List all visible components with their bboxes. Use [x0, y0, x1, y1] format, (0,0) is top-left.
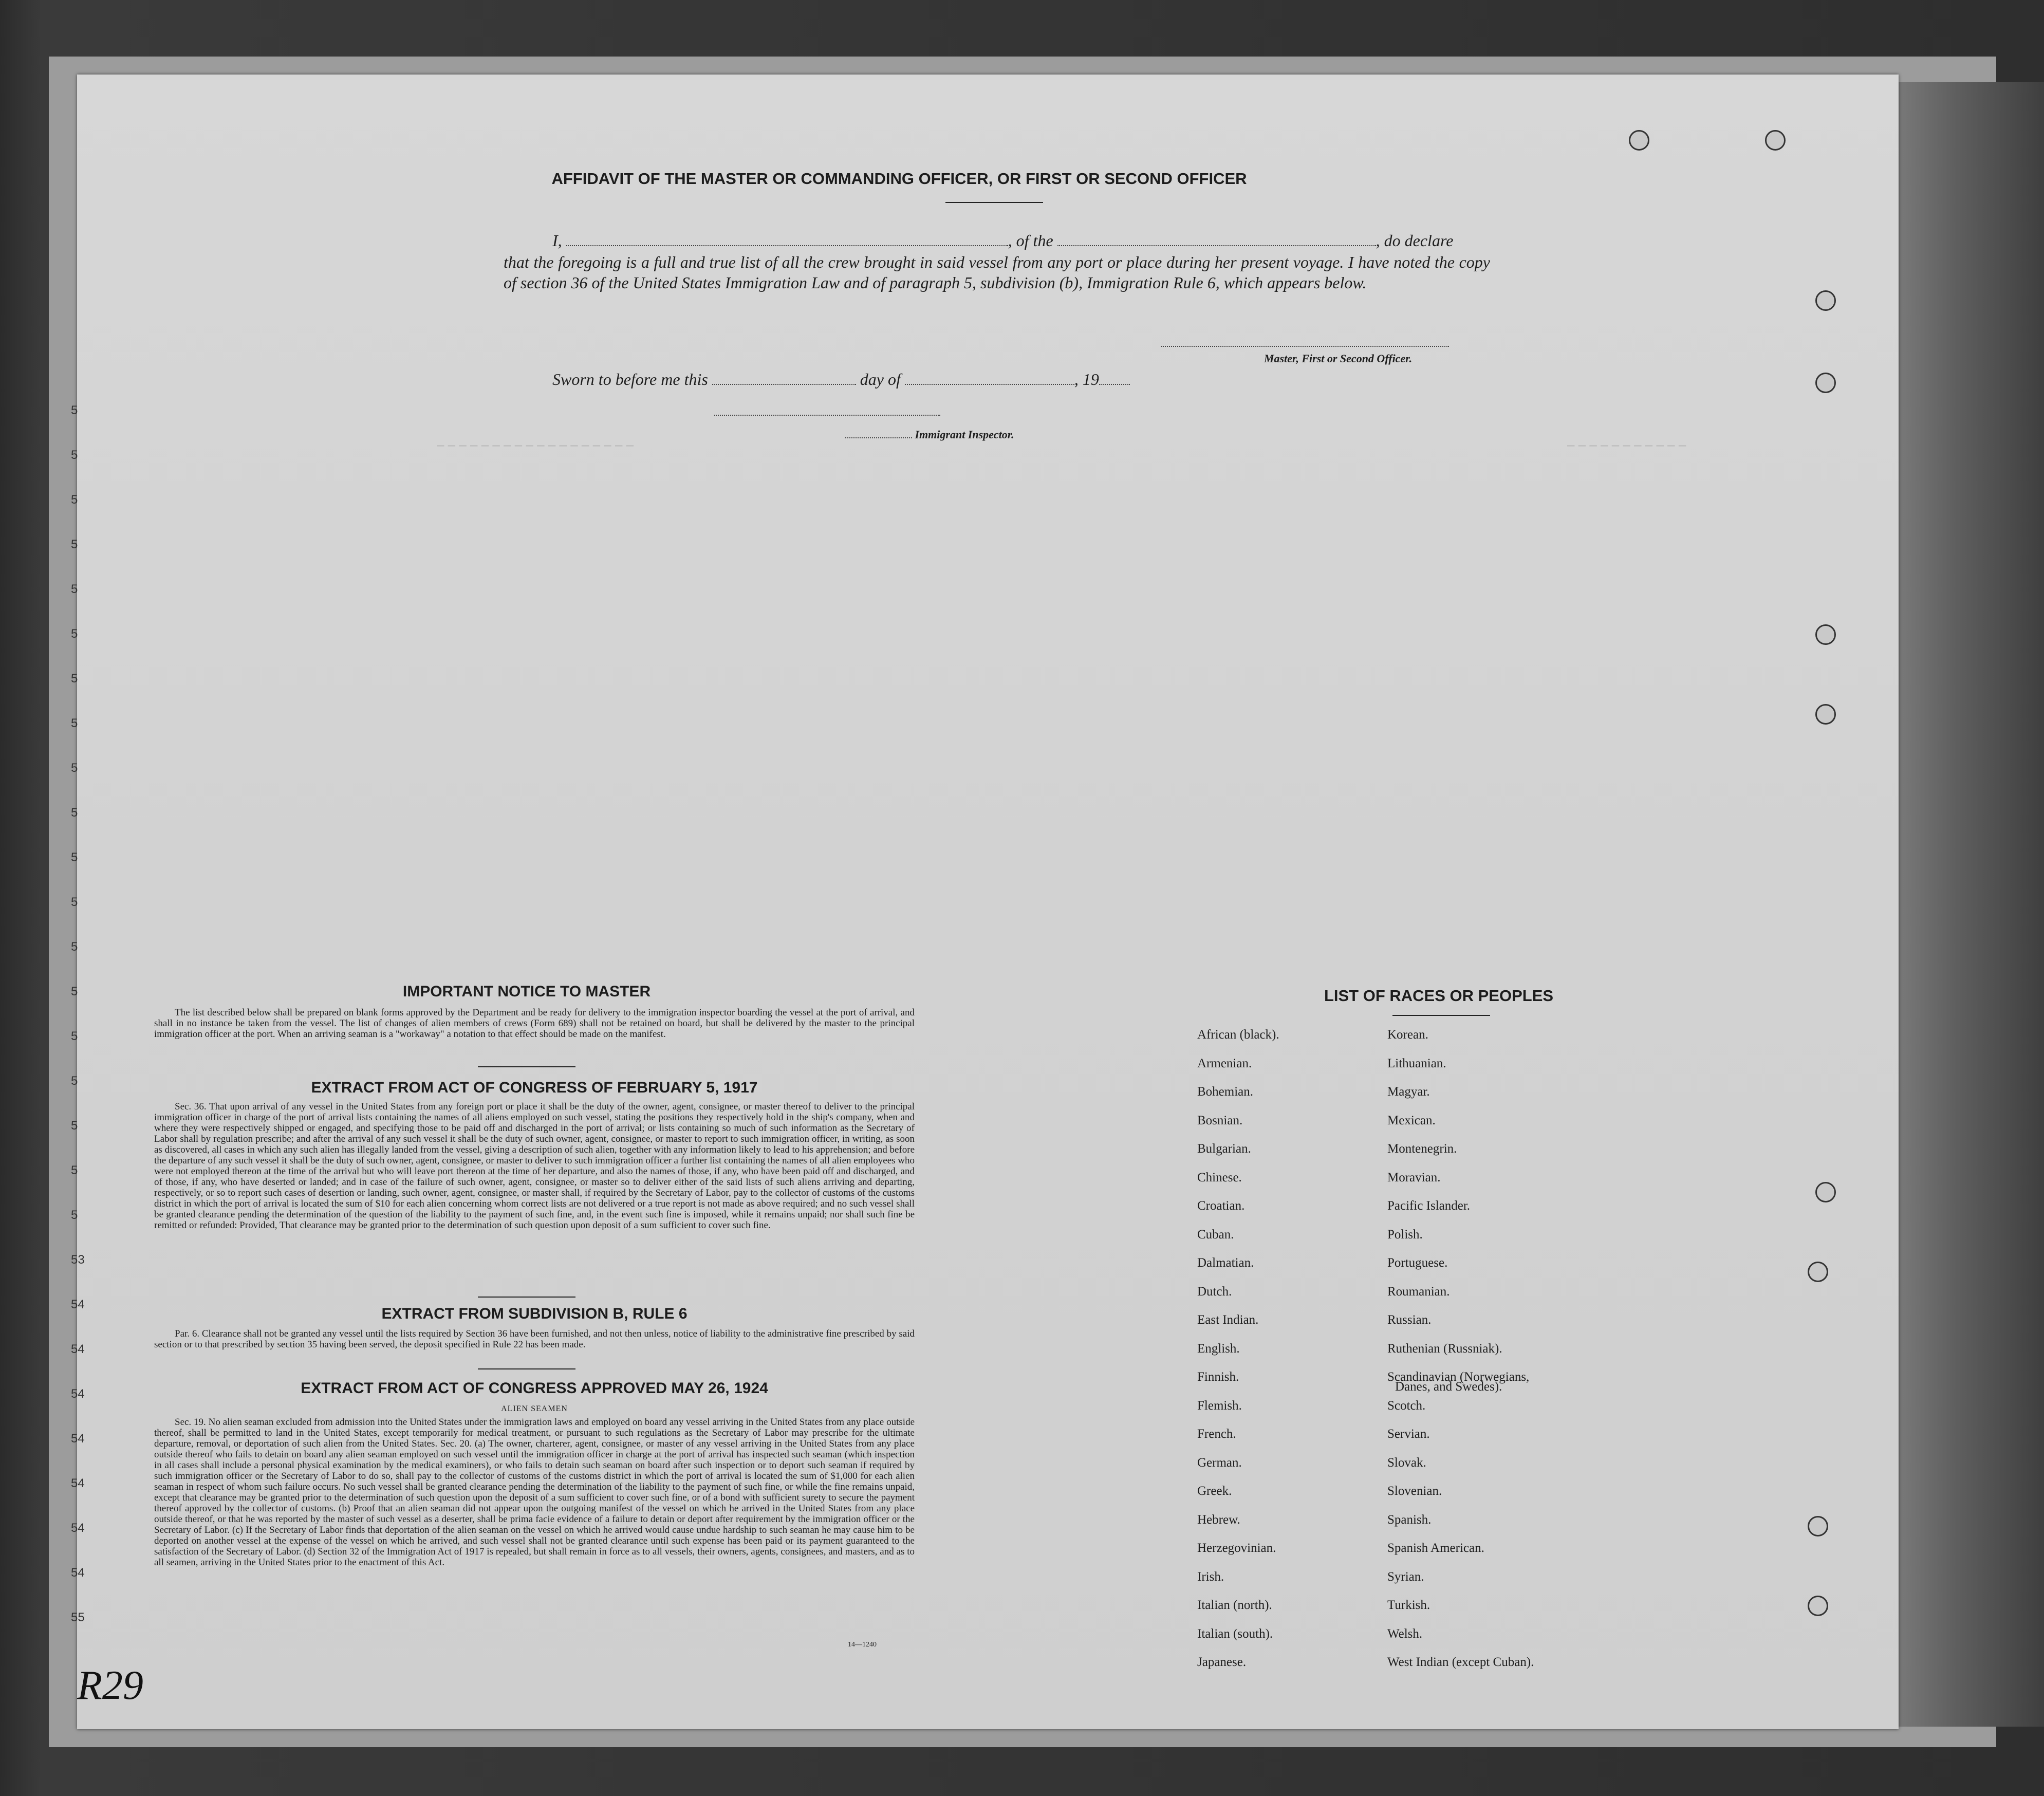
margin-number: 5	[71, 627, 78, 641]
race-item: English.	[1197, 1341, 1240, 1356]
margin-number: 54	[71, 1432, 85, 1446]
races-title-rule	[1392, 1015, 1490, 1016]
margin-number: 5	[71, 1163, 78, 1177]
margin-number: 5	[71, 582, 78, 596]
margin-number: 5	[71, 448, 78, 462]
margin-number: 54	[71, 1298, 85, 1311]
name-field	[566, 245, 1008, 246]
race-item: Roumanian.	[1387, 1284, 1450, 1299]
affidavit-title: AFFIDAVIT OF THE MASTER OR COMMANDING OFFICER, OR FIRST OR SECOND OFFICER	[551, 170, 1247, 188]
sworn-month-field	[905, 384, 1074, 385]
affidavit-body: that the foregoing is a full and true list of all the crew brought in said vessel from any port or place during her present voyage. I have noted the copy of section 36 of the United States Immigration Law and of paragraph 5, subdivision (b), Immigration Rule 6, which appears below.	[504, 253, 1490, 292]
signature-label: Master, First or Second Officer.	[1264, 352, 1413, 365]
margin-number: 5	[71, 895, 78, 909]
race-item: Dutch.	[1197, 1284, 1232, 1299]
margin-number: 5	[71, 940, 78, 954]
notice-text: The list described below shall be prepared on blank forms approved by the Department and be ready for delivery to the immigration inspector boarding the vessel at the port of arrival, and shall in no instance be taken from the vessel. The list of changes of alien members of crews (Form 689) shall not be retained on board, but shall be delivered by the master to the principal immigration officer at the port. When an arriving seaman is a "workaway" a notation to that effect should be made on the manifest.	[154, 1007, 915, 1040]
race-item: Croatian.	[1197, 1199, 1245, 1213]
race-item: Greek.	[1197, 1484, 1232, 1498]
race-item: French.	[1197, 1427, 1236, 1441]
vessel-field	[1057, 245, 1376, 246]
race-item: Spanish.	[1387, 1512, 1432, 1527]
affidavit-declare: , do declare	[1376, 231, 1454, 250]
affidavit-line-1	[552, 231, 1453, 250]
affidavit-i: I,	[552, 231, 562, 250]
race-item: Italian (north).	[1197, 1598, 1272, 1612]
margin-number: 5	[71, 985, 78, 998]
binder-hole	[1808, 1596, 1828, 1616]
sworn-day-field	[712, 384, 856, 385]
race-item: Bosnian.	[1197, 1113, 1243, 1127]
margin-number: 54	[71, 1566, 85, 1580]
extract-rule6-title: EXTRACT FROM SUBDIVISION B, RULE 6	[381, 1305, 687, 1322]
race-item: Scandinavian (Norwegians,	[1387, 1370, 1530, 1384]
inspector-dots	[845, 437, 912, 438]
race-item: German.	[1197, 1455, 1242, 1470]
margin-number: 54	[71, 1387, 85, 1401]
notice-title: IMPORTANT NOTICE TO MASTER	[402, 983, 651, 1000]
margin-number: 54	[71, 1476, 85, 1490]
binder-hole	[1815, 290, 1836, 311]
margin-number: 5	[71, 538, 78, 551]
inspector-label: Immigrant Inspector.	[915, 428, 1014, 441]
margin-number: 5	[71, 403, 78, 417]
race-item: Russian.	[1387, 1313, 1432, 1327]
sworn-line	[552, 370, 1130, 389]
affidavit-title-rule	[945, 202, 1043, 203]
margin-number: 5	[71, 493, 78, 507]
race-item: Hebrew.	[1197, 1512, 1240, 1527]
race-item: Magyar.	[1387, 1085, 1430, 1099]
document-page: ‒ ‒ ‒ ‒ ‒ ‒ ‒ ‒ ‒ ‒ ‒ ‒ ‒ ‒ ‒ ‒ ‒ ‒ ‒ ‒ ‒ ‒ ‒ ‒ ‒ ‒ ‒ ‒ ‒ 5 5 5 5 5 5 5 5 5 5 5 5 5 5 5 5 5 5 5 53 54 54 54 54 54 54 54 55 AFFIDAVIT OF THE MASTER OR COMMANDING OFFICER, OR FIRST OR SECOND OFFICER I, , of the , do declare that the foregoing is a full and true list of all the crew brought in said vessel from any port or place during her present voyage. I have noted the copy of section 36 of the United States Immigration Law and of paragraph 5, subdivision (b), Immigration Rule 6, which appears below. Master, First or Second Officer. Sworn to before me this day of , 19 Immigrant Inspector. IMPORTANT NOTICE TO MASTER The list described below shall be prepared on blank forms approved by the Department and be ready for delivery to the immigration inspector boarding the vessel at the port of arrival, and shall in no instance be taken from the vessel. The list of changes of alien members of crews (Form 689) shall not be retained on board, but shall be delivered by the master to the principal immigration officer at the port. When an arriving seaman is a "workaway" a notation to that effect should be made on the manifest. EXTRACT FROM ACT OF CONGRESS OF FEBRUARY 5, 1917 Sec. 36. That upon arrival of any vessel in the United States from any foreign port or place it shall be the duty of the owner, agent, consignee, or master thereof to deliver to the principal immigration officer in charge of the port of arrival lists containing the names of all aliens employed on such vessel, stating the positions they respectively hold in the ship's company, when and where they were respectively shipped or engaged, and specifying those to be paid off and discharged in the port of arrival; or lists containing so much of such information as the Secretary of Labor shall by regulation prescribe; and after the arrival of any such vessel it shall be the duty of such owner, agent, consignee, or master to report to such immigration officer, in writing, as soon as discovered, all cases in which any such alien has illegally landed from the vessel, giving a description of such alien, together with any information likely to lead to his apprehension; and before the departure of any such vessel it shall be the duty of such owner, agent, consignee, or master to deliver to such immigration officer a further list containing the names of all alien employees who were not employed thereon at the time of the arrival but who will leave port thereon at the time of her departure, and also the names of those, if any, who have been paid off and discharged, and of those, if any, who have deserted or landed; and in case of the failure of such owner, agent, consignee, or master so to deliver either of the said lists of such aliens arriving and departing, respectively, or so to report such cases of desertion or landing, such owner, agent, consignee, or master shall, if required by the Secretary of Labor, pay to the collector of customs of the customs district in which the port of arrival is located the sum of $10 for each alien concerning whom correct lists are not delivered or a true report is not made as above required; and no such vessel shall be granted clearance pending the determination of the question of the liability to the payment of such fine, and, in the event such fine is imposed, while it remains unpaid; nor shall such fine be remitted or refunded: Provided, That clearance may be granted prior to the determination of such question upon deposit of a sum sufficient to cover such fine. EXTRACT FROM SUBDIVISION B, RULE 6 Par. 6. Clearance shall not be granted any vessel until the lists required by Section 36 have been furnished, and not then unless, notice of liability to the administrative fine prescribed by said section or to that prescribed by section 35 having been served, the deposit specified in Rule 22 has been made. EXTRACT FROM ACT OF CONGRESS APPROVED MAY 26, 1924 ALIEN SEAMEN Sec. 19. No alien seaman excluded from admission into the United States under the immigration laws and employed on board any vessel arriving in the United States from any place outside thereof, shall be permitted to land in the United States, except temporarily for medical treatment, or pursuant to such regulations as the Secretary of Labor may prescribe for the ultimate departure, removal, or deportation of such alien from the United States. Sec. 20. (a) The owner, charterer, agent, consignee, or master of any vessel arriving in the United States from any place outside thereof who fails to detain on board any alien seaman employed on such vessel until the immigration officer in charge at the port of arrival has inspected such seaman (which inspection in all cases shall include a personal physical examination by the medical examiners), or who fails to detain such seaman on board after such inspection or to deport such seaman if required by such immigration officer or the Secretary of Labor to do so, shall pay to the collector of customs of the customs district in which the port of arrival is located the sum of $1,000 for each alien seaman in respect of whom such failure occurs. No such vessel shall be granted clearance pending the determination of the liability to the payment of such fine, or while the fine remains unpaid, except that clearance may be granted prior to the determination of such question upon the deposit of a sum sufficient to cover such fine, or of a bond with sufficient surety to secure the payment thereof approved by the collector of customs. (b) Proof that an alien seaman did not appear upon the outgoing manifest of the vessel on which he arrived in the United States from any place outside thereof, or that he was reported by the master of such vessel as a deserter, shall be prima facie evidence of a failure to detain or deport after requirement by the immigration officer or the Secretary of Labor. (c) If the Secretary of Labor finds that deportation of the alien seaman on the vessel on which he arrived would cause undue hardship to such seaman he may cause him to be deported on another vessel at the expense of the vessel on which he arrived, and such vessel shall not be granted clearance until such expense has been paid or its payment guaranteed to the satisfaction of the Secretary of Labor. (d) Section 32 of the Immigration Act of 1917 is repealed, but shall remain in force as to all vessels, their owners, agents, consignees, and masters, and as to all seamen, arriving in the United States prior to the enactment of this Act. 14—1240 LIST OF RACES OR PEOPLES African (black). Armenian. Bohemian. Bosnian. Bulgarian. Chinese. Croatian. Cuban. Dalmatian. Dutch. East Indian. English. Finnish. Flemish. French. German. Greek. Hebrew. Herzegovinian. Irish. Italian (north). Italian (south). Japanese. Korean. Lithuanian. Magyar. Mexican. Montenegrin. Moravian. Pacific Islander. Polish. Portuguese. Roumanian. Russian. Ruthenian (Russniak). Scandinavian (Norwegians, Scotch. Servian. Slovak. Slovenian. Spanish. Spanish American. Syrian. Turkish. Welsh. West Indian (except Cuban). Danes, and Swedes). R29	[77, 75, 1899, 1729]
margin-number: 5	[71, 1208, 78, 1222]
race-item: Chinese.	[1197, 1170, 1242, 1184]
margin-number: 5	[71, 806, 78, 820]
margin-number: 5	[71, 850, 78, 864]
race-item: Irish.	[1197, 1569, 1224, 1584]
race-item: Polish.	[1387, 1227, 1423, 1242]
races-title: LIST OF RACES OR PEOPLES	[1324, 987, 1554, 1005]
race-item: Montenegrin.	[1387, 1142, 1457, 1156]
binder-hole	[1815, 1182, 1836, 1202]
margin-number: 5	[71, 672, 78, 686]
race-item: Finnish.	[1197, 1370, 1239, 1384]
race-item: African (black).	[1197, 1028, 1279, 1042]
binder-hole	[1629, 130, 1649, 151]
inspector-line-2	[845, 428, 1014, 441]
race-item: Mexican.	[1387, 1113, 1436, 1127]
margin-number: 5	[71, 761, 78, 775]
margin-number: 55	[71, 1610, 85, 1624]
binder-hole	[1765, 130, 1786, 151]
sworn-prefix: Sworn to before me this	[552, 370, 708, 388]
race-item: Slovak.	[1387, 1455, 1426, 1470]
sworn-day-of: day of	[860, 370, 901, 388]
binder-hole	[1815, 624, 1836, 645]
race-item: Italian (south).	[1197, 1626, 1273, 1641]
race-item: Dalmatian.	[1197, 1256, 1254, 1270]
binder-hole	[1808, 1262, 1828, 1282]
race-item: Herzegovinian.	[1197, 1541, 1276, 1555]
race-item: Korean.	[1387, 1028, 1428, 1042]
race-item: Flemish.	[1197, 1398, 1242, 1413]
margin-number: 54	[71, 1521, 85, 1535]
race-item: Scotch.	[1387, 1398, 1426, 1413]
race-item: Welsh.	[1387, 1626, 1423, 1641]
handwritten-note: R29	[77, 1663, 143, 1708]
margin-number: 5	[71, 716, 78, 730]
margin-number: 5	[71, 1119, 78, 1133]
race-item: Pacific Islander.	[1387, 1199, 1471, 1213]
race-item: Bulgarian.	[1197, 1142, 1251, 1156]
sworn-year: , 19	[1074, 370, 1099, 388]
form-number: 14—1240	[848, 1641, 877, 1649]
binder-hole	[1815, 373, 1836, 393]
extract-rule6-rule	[478, 1368, 575, 1369]
notice-rule	[478, 1066, 575, 1067]
margin-number: 5	[71, 1029, 78, 1043]
sworn-year-field	[1099, 384, 1130, 385]
margin-number: 54	[71, 1342, 85, 1356]
page-edge-strip	[1896, 82, 2044, 1727]
race-item: East Indian.	[1197, 1313, 1259, 1327]
race-item: Slovenian.	[1387, 1484, 1442, 1498]
race-item: Lithuanian.	[1387, 1056, 1446, 1070]
race-item: Moravian.	[1387, 1170, 1441, 1184]
margin-number: 5	[71, 1074, 78, 1088]
extract-1917-rule	[478, 1297, 575, 1298]
signature-line	[1161, 346, 1449, 347]
race-item: Syrian.	[1387, 1569, 1424, 1584]
race-item: Servian.	[1387, 1427, 1430, 1441]
inspector-line	[714, 415, 940, 416]
margin-number: 53	[71, 1253, 85, 1267]
binder-hole	[1815, 704, 1836, 725]
extract-1917-title: EXTRACT FROM ACT OF CONGRESS OF FEBRUARY 5, 1917	[311, 1079, 758, 1096]
extract-rule6-text: Par. 6. Clearance shall not be granted any vessel until the lists required by Section 36 have been furnished, and not then unless, notice of liability to the administrative fine prescribed by said section or to that prescribed by section 35 having been served, the deposit specified in Rule 22 has been made.	[154, 1328, 915, 1350]
race-item: Turkish.	[1387, 1598, 1430, 1612]
race-item: West Indian (except Cuban).	[1387, 1655, 1534, 1669]
race-scandinavian-cont: Danes, and Swedes).	[1395, 1380, 1502, 1394]
affidavit-of-the: , of the	[1008, 231, 1053, 250]
race-item: Portuguese.	[1387, 1256, 1448, 1270]
race-item: Spanish American.	[1387, 1541, 1484, 1555]
race-item: Japanese.	[1197, 1655, 1247, 1669]
binder-hole	[1808, 1516, 1828, 1536]
race-item: Bohemian.	[1197, 1085, 1254, 1099]
race-item: Armenian.	[1197, 1056, 1252, 1070]
extract-1924-text: Sec. 19. No alien seaman excluded from admission into the United States under the immigration laws and employed on board any vessel arriving in the United States from any place outside thereof, shall be permitted to land in the United States, except temporarily for medical treatment, or pursuant to such regulations as the Secretary of Labor may prescribe for the ultimate departure, removal, or deportation of such alien from the United States. Sec. 20. (a) The owner, charterer, agent, consignee, or master of any vessel arriving in the United States from any place outside thereof who fails to detain on board any alien seaman employed on such vessel until the immigration officer in charge at the port of arrival has inspected such seaman (which inspection in all cases shall include a personal physical examination by the medical examiners), or who fails to detain such seaman on board after such inspection or to deport such seaman if required by such immigration officer or the Secretary of Labor to do so, shall pay to the collector of customs of the customs district in which the port of arrival is located the sum of $1,000 for each alien seaman in respect of whom such failure occurs. No such vessel shall be granted clearance pending the determination of the liability to the payment of such fine, or while the fine remains unpaid, except that clearance may be granted prior to the determination of such question upon the deposit of a sum sufficient to cover such fine, or of a bond with sufficient surety to secure the payment thereof approved by the collector of customs. (b) Proof that an alien seaman did not appear upon the outgoing manifest of the vessel on which he arrived in the United States from any place outside thereof, or that he was reported by the master of such vessel as a deserter, shall be prima facie evidence of a failure to detain or deport after requirement by the immigration officer or the Secretary of Labor. (c) If the Secretary of Labor finds that deportation of the alien seaman on the vessel on which he arrived would cause undue hardship to such seaman he may cause him to be deported on another vessel at the expense of the vessel on which he arrived, and such vessel shall not be granted clearance until such expense has been paid or its payment guaranteed to the satisfaction of the Secretary of Labor. (d) Section 32 of the Immigration Act of 1917 is repealed, but shall remain in force as to all vessels, their owners, agents, consignees, and masters, and as to all seamen, arriving in the United States prior to the enactment of this Act.	[154, 1417, 915, 1568]
extract-1917-text: Sec. 36. That upon arrival of any vessel in the United States from any foreign port or place it shall be the duty of the owner, agent, consignee, or master thereof to deliver to the principal immigration officer in charge of the port of arrival lists containing the names of all aliens employed on such vessel, stating the positions they respectively hold in the ship's company, when and where they were respectively shipped or engaged, and specifying those to be paid off and discharged in the port of arrival; or lists containing so much of such information as the Secretary of Labor shall by regulation prescribe; and after the arrival of any such vessel it shall be the duty of such owner, agent, consignee, or master to report to such immigration officer, in writing, as soon as discovered, all cases in which any such alien has illegally landed from the vessel, giving a description of such alien, together with any information likely to lead to his apprehension; and before the departure of any such vessel it shall be the duty of such owner, agent, consignee, or master to deliver to such immigration officer a further list containing the names of all alien employees who were not employed thereon at the time of the arrival but who will leave port thereon at the time of her departure, and also the names of those, if any, who have been paid off and discharged, and of those, if any, who have deserted or landed; and in case of the failure of such owner, agent, consignee, or master so to deliver either of the said lists of such aliens arriving and departing, respectively, or so to report such cases of desertion or landing, such owner, agent, consignee, or master shall, if required by the Secretary of Labor, pay to the collector of customs of the customs district in which the port of arrival is located the sum of $10 for each alien concerning whom correct lists are not delivered or a true report is not made as above required; and no such vessel shall be granted clearance pending the determination of the question of the liability to the payment of such fine, and, in the event such fine is imposed, while it remains unpaid; nor shall such fine be remitted or refunded: Provided, That clearance may be granted prior to the determination of such question upon deposit of a sum sufficient to cover such fine.	[154, 1101, 915, 1231]
race-item: Cuban.	[1197, 1227, 1234, 1242]
extract-1924-title: EXTRACT FROM ACT OF CONGRESS APPROVED MAY 26, 1924	[301, 1380, 768, 1397]
race-item: Ruthenian (Russniak).	[1387, 1341, 1502, 1356]
extract-1924-subtitle: ALIEN SEAMEN	[501, 1404, 568, 1413]
